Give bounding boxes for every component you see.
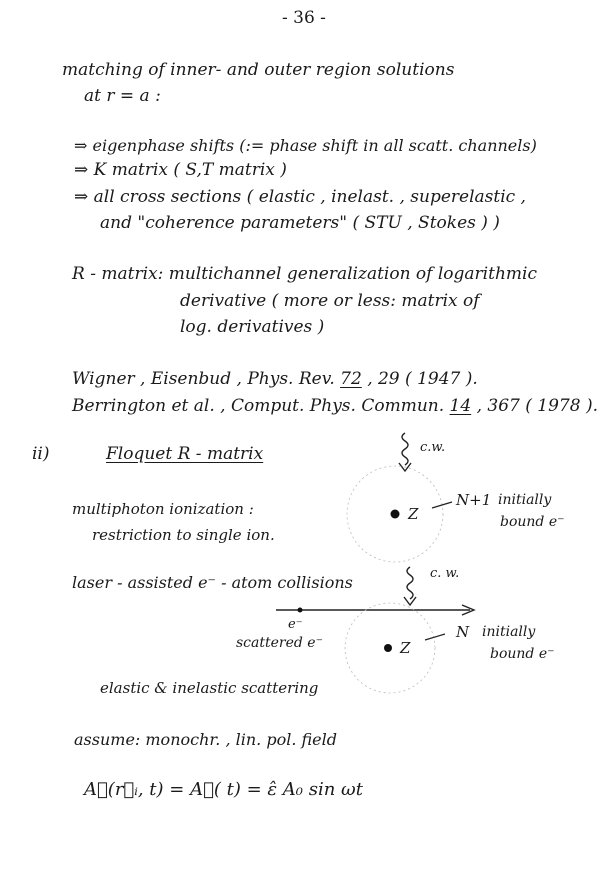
wave-arrow-1 (399, 463, 411, 471)
text-line-16: elastic & inelastic scattering (100, 679, 319, 697)
diagram2-desc-1: initially (482, 624, 536, 640)
reference-wigner-volume: 72 (340, 369, 362, 389)
section-label: ii) (32, 444, 50, 464)
reference-wigner (72, 369, 478, 389)
text-line-14: restriction to single ion. (92, 526, 275, 544)
diagram1-desc-2: bound e⁻ (500, 514, 565, 530)
page-number: - 36 - (282, 8, 326, 28)
wave-squiggle-1 (402, 433, 408, 465)
section-title: Floquet R - matrix (106, 444, 264, 464)
atom-cloud-2 (345, 603, 435, 693)
reference-berrington-text: Berrington et al. , Comput. Phys. Commun. (72, 396, 445, 416)
nucleus-dot-1 (391, 510, 400, 519)
leader-line-1 (432, 502, 452, 508)
wave-squiggle-2 (407, 567, 413, 599)
diagram2-z-label: Z (400, 639, 411, 657)
text-line-13: multiphoton ionization : (72, 500, 254, 518)
text-line-1: matching of inner- and outer region solutions (62, 60, 455, 80)
reference-berrington-pages: , 367 ( 1978 ). (476, 396, 598, 416)
text-line-5: ⇒ all cross sections ( elastic , inelast. , superelastic , (74, 187, 526, 207)
leader-line-2 (425, 634, 445, 640)
nucleus-dot-2 (384, 644, 392, 652)
diagram2-electron-label: e⁻ (288, 617, 303, 632)
diagram1-n1-label: N+1 (456, 491, 492, 509)
text-line-7: R - matrix: multichannel generalization of logarithmic (72, 264, 537, 284)
diagram2-scattered-label: scattered e⁻ (236, 635, 323, 651)
vector-potential-formula: A⃗(r⃗ᵢ, t) = A⃗( t) = ε̂ A₀ sin ωt (84, 779, 363, 800)
diagram2-n-label: N (456, 623, 470, 641)
wave-arrow-2 (404, 597, 416, 605)
reference-berrington (72, 396, 598, 416)
reference-wigner-pages: , 29 ( 1947 ). (367, 369, 478, 389)
reference-berrington-volume: 14 (449, 396, 472, 416)
electron-dot (298, 608, 303, 613)
diagram2-cw-label: c. w. (430, 566, 460, 581)
text-line-2: at r = a : (84, 86, 161, 106)
diagram1-cw-label: c.w. (420, 440, 446, 455)
atom-cloud-1 (347, 466, 443, 562)
text-line-9: log. derivatives ) (180, 317, 325, 337)
text-line-6: and "coherence parameters" ( STU , Stokes ) ) (100, 213, 500, 233)
text-line-8: derivative ( more or less: matrix of (180, 291, 480, 311)
diagram1-z-label: Z (408, 505, 419, 523)
text-line-17: assume: monochr. , lin. pol. field (74, 730, 337, 749)
diagram2-desc-2: bound e⁻ (490, 646, 555, 662)
electron-path-arrowhead (462, 605, 474, 615)
text-line-15: laser - assisted e⁻ - atom collisions (72, 573, 353, 592)
text-line-4: ⇒ K matrix ( S,T matrix ) (74, 160, 287, 180)
reference-wigner-text: Wigner , Eisenbud , Phys. Rev. (72, 369, 335, 389)
text-line-3: ⇒ eigenphase shifts (:= phase shift in all scatt. channels) (74, 136, 537, 155)
diagram1-desc-1: initially (498, 492, 552, 508)
